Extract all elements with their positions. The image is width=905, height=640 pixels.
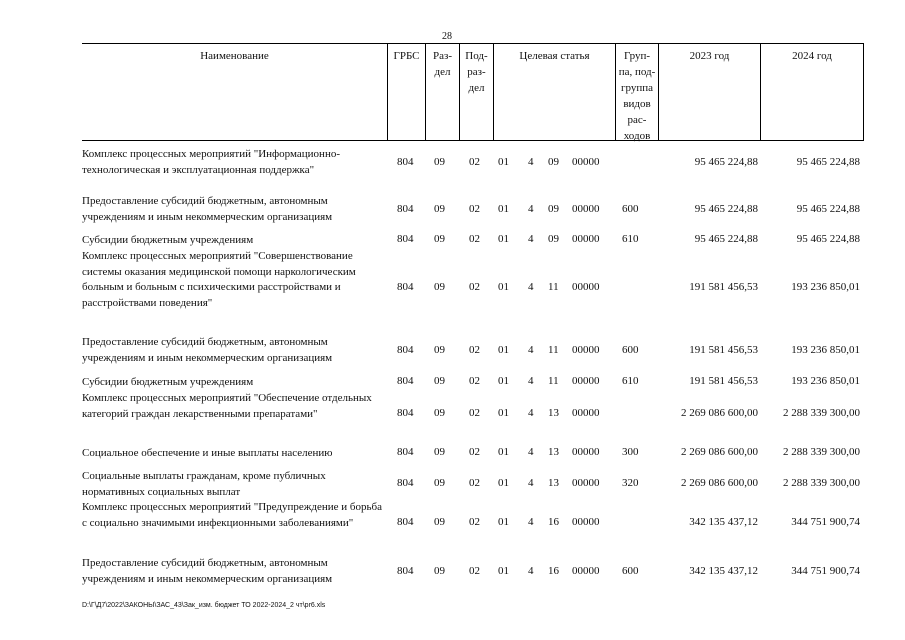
table-row — [82, 556, 864, 588]
row-razdel: 09 — [434, 375, 445, 387]
row-2023: 2 269 086 600,00 — [681, 477, 758, 489]
row-podrazdel: 02 — [469, 516, 480, 528]
row-target-1: 01 — [498, 446, 509, 458]
row-grbs: 804 — [397, 565, 414, 577]
row-grbs: 804 — [397, 156, 414, 168]
row-name: Комплекс процессных мероприятий "Предупреждение и борьба с социально значимыми инфекционными заболеваниями" — [82, 501, 382, 529]
row-razdel: 09 — [434, 477, 445, 489]
row-2023: 2 269 086 600,00 — [681, 407, 758, 419]
row-2024: 344 751 900,74 — [791, 565, 860, 577]
table-row — [82, 446, 864, 462]
row-target-2: 4 — [528, 375, 534, 387]
table-row — [82, 147, 864, 182]
row-2023: 191 581 456,53 — [689, 375, 758, 387]
row-name: Комплекс процессных мероприятий "Обеспечение отдельных категорий граждан лекарственными препаратами" — [82, 392, 372, 420]
row-grbs: 804 — [397, 375, 414, 387]
row-podrazdel: 02 — [469, 203, 480, 215]
row-grbs: 804 — [397, 477, 414, 489]
row-target-4: 00000 — [572, 407, 600, 419]
row-vr: 600 — [622, 565, 639, 577]
row-grbs: 804 — [397, 203, 414, 215]
row-grbs: 804 — [397, 344, 414, 356]
row-target-3: 09 — [548, 203, 559, 215]
row-2024: 2 288 339 300,00 — [783, 407, 860, 419]
header-group: Груп- па, под- группа видов рас- ходов — [615, 44, 658, 140]
row-podrazdel: 02 — [469, 281, 480, 293]
table-row — [82, 500, 864, 547]
row-target-1: 01 — [498, 344, 509, 356]
header-2024: 2024 год — [760, 44, 864, 140]
row-podrazdel: 02 — [469, 565, 480, 577]
row-target-3: 09 — [548, 156, 559, 168]
row-target-2: 4 — [528, 156, 534, 168]
row-razdel: 09 — [434, 203, 445, 215]
row-2024: 95 465 224,88 — [796, 156, 860, 168]
header-grbs: ГРБС — [387, 44, 425, 140]
row-target-2: 4 — [528, 344, 534, 356]
row-target-2: 4 — [528, 565, 534, 577]
table-row — [82, 194, 864, 226]
row-name: Предоставление субсидий бюджетным, автономным учреждениям и иным некоммерческим организациям — [82, 557, 333, 585]
row-podrazdel: 02 — [469, 233, 480, 245]
row-target-2: 4 — [528, 281, 534, 293]
row-target-1: 01 — [498, 233, 509, 245]
row-target-1: 01 — [498, 407, 509, 419]
row-name: Субсидии бюджетным учреждениям — [82, 376, 254, 388]
row-target-4: 00000 — [572, 446, 600, 458]
row-target-1: 01 — [498, 156, 509, 168]
row-2024: 95 465 224,88 — [796, 233, 860, 245]
row-grbs: 804 — [397, 281, 414, 293]
row-2023: 191 581 456,53 — [689, 281, 758, 293]
row-name: Предоставление субсидий бюджетным, автономным учреждениям и иным некоммерческим организациям — [82, 195, 333, 223]
row-target-2: 4 — [528, 477, 534, 489]
table-row — [82, 375, 864, 391]
row-name: Социальные выплаты гражданам, кроме публичных нормативных социальных выплат — [82, 470, 326, 498]
row-podrazdel: 02 — [469, 375, 480, 387]
row-target-4: 00000 — [572, 344, 600, 356]
row-target-1: 01 — [498, 203, 509, 215]
row-name: Предоставление субсидий бюджетным, автономным учреждениям и иным некоммерческим организациям — [82, 336, 333, 364]
row-target-3: 13 — [548, 477, 559, 489]
header-podrazdel: Под- раз- дел — [459, 44, 493, 140]
row-2024: 2 288 339 300,00 — [783, 446, 860, 458]
row-target-1: 01 — [498, 516, 509, 528]
row-2024: 95 465 224,88 — [796, 203, 860, 215]
row-vr: 610 — [622, 375, 639, 387]
row-name: Субсидии бюджетным учреждениям — [82, 234, 254, 246]
row-razdel: 09 — [434, 233, 445, 245]
row-grbs: 804 — [397, 516, 414, 528]
row-2023: 95 465 224,88 — [694, 203, 758, 215]
row-razdel: 09 — [434, 281, 445, 293]
row-name: Социальное обеспечение и иные выплаты населению — [82, 447, 333, 459]
row-target-4: 00000 — [572, 565, 600, 577]
row-target-2: 4 — [528, 516, 534, 528]
row-podrazdel: 02 — [469, 407, 480, 419]
row-name: Комплекс процессных мероприятий "Совершенствование системы оказания медицинской помощи наркологическим больным и больным с психическими расстройствами и расстройствами поведения" — [82, 250, 356, 309]
row-2023: 191 581 456,53 — [689, 344, 758, 356]
row-2024: 193 236 850,01 — [791, 375, 860, 387]
header-2023: 2023 год — [658, 44, 760, 140]
row-grbs: 804 — [397, 407, 414, 419]
table-row — [82, 249, 864, 327]
row-name: Комплекс процессных мероприятий "Информационно-технологическая и эксплуатационная поддержка" — [82, 148, 340, 176]
row-vr: 610 — [622, 233, 639, 245]
row-target-3: 16 — [548, 565, 559, 577]
row-vr: 300 — [622, 446, 639, 458]
row-target-3: 16 — [548, 516, 559, 528]
row-razdel: 09 — [434, 407, 445, 419]
row-target-1: 01 — [498, 281, 509, 293]
table-row — [82, 233, 864, 249]
row-target-3: 11 — [548, 344, 559, 356]
row-target-4: 00000 — [572, 375, 600, 387]
row-target-1: 01 — [498, 477, 509, 489]
header-name: Наименование — [200, 50, 269, 62]
row-target-2: 4 — [528, 233, 534, 245]
table-row — [82, 469, 864, 501]
row-razdel: 09 — [434, 344, 445, 356]
row-razdel: 09 — [434, 565, 445, 577]
row-2023: 95 465 224,88 — [694, 233, 758, 245]
row-razdel: 09 — [434, 516, 445, 528]
row-target-3: 09 — [548, 233, 559, 245]
row-podrazdel: 02 — [469, 446, 480, 458]
file-path-footer: D:\Г\Д7\2022\ЗАКОНЫ\ЗАС_43\Зак_изм. бюджет ТО 2022-2024_2 чт\pr6.xls — [82, 602, 326, 609]
row-target-3: 11 — [548, 375, 559, 387]
row-target-1: 01 — [498, 375, 509, 387]
row-podrazdel: 02 — [469, 344, 480, 356]
row-grbs: 804 — [397, 446, 414, 458]
row-2023: 342 135 437,12 — [689, 516, 758, 528]
row-target-4: 00000 — [572, 156, 600, 168]
row-target-4: 00000 — [572, 477, 600, 489]
row-podrazdel: 02 — [469, 156, 480, 168]
row-target-4: 00000 — [572, 233, 600, 245]
row-target-2: 4 — [528, 407, 534, 419]
table-row — [82, 391, 864, 438]
row-razdel: 09 — [434, 156, 445, 168]
table-header — [82, 43, 864, 141]
row-target-3: 11 — [548, 281, 559, 293]
row-2024: 193 236 850,01 — [791, 281, 860, 293]
row-2023: 342 135 437,12 — [689, 565, 758, 577]
row-target-3: 13 — [548, 407, 559, 419]
row-vr: 320 — [622, 477, 639, 489]
row-target-4: 00000 — [572, 203, 600, 215]
row-2023: 2 269 086 600,00 — [681, 446, 758, 458]
page-number: 28 — [442, 31, 452, 42]
row-grbs: 804 — [397, 233, 414, 245]
row-2024: 193 236 850,01 — [791, 344, 860, 356]
row-target-3: 13 — [548, 446, 559, 458]
row-2024: 344 751 900,74 — [791, 516, 860, 528]
row-vr: 600 — [622, 344, 639, 356]
row-vr: 600 — [622, 203, 639, 215]
header-razdel: Раз- дел — [425, 44, 459, 140]
row-razdel: 09 — [434, 446, 445, 458]
table-row — [82, 335, 864, 367]
row-target-4: 00000 — [572, 516, 600, 528]
row-target-2: 4 — [528, 203, 534, 215]
header-target: Целевая статья — [493, 44, 615, 140]
row-target-4: 00000 — [572, 281, 600, 293]
row-target-1: 01 — [498, 565, 509, 577]
row-podrazdel: 02 — [469, 477, 480, 489]
row-target-2: 4 — [528, 446, 534, 458]
row-2024: 2 288 339 300,00 — [783, 477, 860, 489]
row-2023: 95 465 224,88 — [694, 156, 758, 168]
